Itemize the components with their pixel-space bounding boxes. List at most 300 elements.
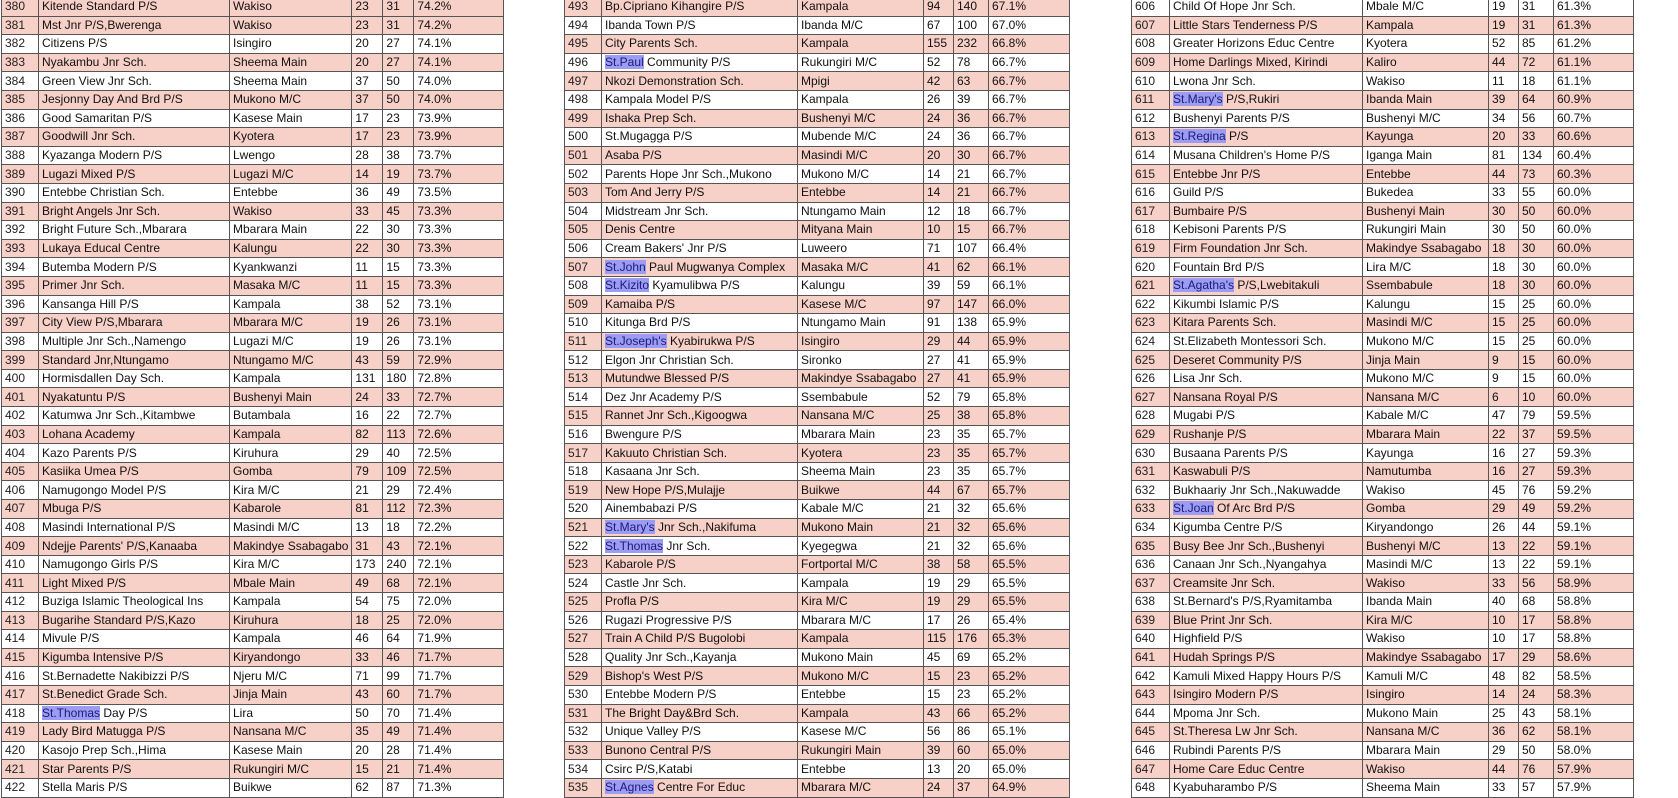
table-row bbox=[2, 276, 504, 295]
district-cell: Ssembabule bbox=[798, 388, 924, 407]
rank-cell: 380 bbox=[2, 0, 39, 16]
count-a-cell: 31 bbox=[352, 537, 383, 556]
table-row bbox=[565, 741, 1070, 760]
percentage-cell: 65.6% bbox=[989, 500, 1070, 519]
school-name-cell: St.Paul Community P/S bbox=[602, 53, 798, 72]
percentage-cell: 66.7% bbox=[989, 90, 1070, 109]
school-name-cell: Lwona Jnr Sch. bbox=[1170, 72, 1363, 91]
school-name-cell: Bright Future Sch.,Mbarara bbox=[39, 221, 230, 240]
district-cell: Iganga Main bbox=[1363, 146, 1489, 165]
count-a-cell: 39 bbox=[924, 276, 954, 295]
percentage-cell: 66.4% bbox=[989, 239, 1070, 258]
count-a-cell: 30 bbox=[1489, 221, 1519, 240]
rank-cell: 506 bbox=[565, 239, 602, 258]
count-b-cell: 56 bbox=[1519, 109, 1554, 128]
table-row bbox=[2, 90, 504, 109]
count-b-cell: 32 bbox=[954, 500, 989, 519]
district-cell: Wakiso bbox=[1363, 630, 1489, 649]
rank-cell: 637 bbox=[1132, 574, 1170, 593]
rank-cell: 507 bbox=[565, 258, 602, 277]
percentage-cell: 65.5% bbox=[989, 555, 1070, 574]
school-name-cell: Green View Jnr Sch. bbox=[39, 72, 230, 91]
results-table-right bbox=[1131, 0, 1634, 798]
count-b-cell: 23 bbox=[383, 128, 414, 147]
count-b-cell: 43 bbox=[383, 537, 414, 556]
count-b-cell: 78 bbox=[954, 53, 989, 72]
count-a-cell: 49 bbox=[352, 574, 383, 593]
district-cell: Ibanda M/C bbox=[798, 16, 924, 35]
table-row bbox=[2, 351, 504, 370]
table-row bbox=[565, 72, 1070, 91]
rank-cell: 643 bbox=[1132, 685, 1170, 704]
district-cell: Entebbe bbox=[798, 685, 924, 704]
school-name-cell: Little Stars Tenderness P/S bbox=[1170, 16, 1363, 35]
table-row bbox=[565, 388, 1070, 407]
percentage-cell: 72.4% bbox=[414, 481, 504, 500]
rank-cell: 647 bbox=[1132, 760, 1170, 779]
rank-cell: 381 bbox=[2, 16, 39, 35]
count-a-cell: 15 bbox=[924, 685, 954, 704]
table-row bbox=[565, 500, 1070, 519]
count-b-cell: 35 bbox=[954, 444, 989, 463]
district-cell: Entebbe bbox=[1363, 165, 1489, 184]
table-row bbox=[1132, 90, 1634, 109]
district-cell: Mbarara Main bbox=[798, 425, 924, 444]
count-a-cell: 17 bbox=[924, 611, 954, 630]
district-cell: Kiruhura bbox=[230, 444, 352, 463]
rank-cell: 626 bbox=[1132, 369, 1170, 388]
rank-cell: 530 bbox=[565, 685, 602, 704]
percentage-cell: 66.1% bbox=[989, 258, 1070, 277]
count-b-cell: 30 bbox=[1519, 258, 1554, 277]
table-row bbox=[1132, 221, 1634, 240]
table-row bbox=[565, 462, 1070, 481]
results-table-middle bbox=[564, 0, 1070, 798]
school-name-cell: Child Of Hope Jnr Sch. bbox=[1170, 0, 1363, 16]
district-cell: Kampala bbox=[230, 593, 352, 612]
count-b-cell: 22 bbox=[1519, 555, 1554, 574]
count-a-cell: 71 bbox=[924, 239, 954, 258]
rank-cell: 419 bbox=[2, 723, 39, 742]
table-row bbox=[1132, 258, 1634, 277]
table-row bbox=[565, 685, 1070, 704]
count-a-cell: 15 bbox=[1489, 332, 1519, 351]
table-row bbox=[2, 685, 504, 704]
school-name-cell: St.Bernard's P/S,Ryamitamba bbox=[1170, 593, 1363, 612]
count-b-cell: 73 bbox=[1519, 165, 1554, 184]
district-cell: Kabale M/C bbox=[1363, 407, 1489, 426]
count-b-cell: 30 bbox=[1519, 276, 1554, 295]
rank-cell: 387 bbox=[2, 128, 39, 147]
count-b-cell: 26 bbox=[383, 332, 414, 351]
percentage-cell: 59.3% bbox=[1554, 462, 1634, 481]
rank-cell: 620 bbox=[1132, 258, 1170, 277]
rank-cell: 528 bbox=[565, 648, 602, 667]
school-name-cell: Kitende Standard P/S bbox=[39, 0, 230, 16]
count-b-cell: 31 bbox=[383, 16, 414, 35]
count-b-cell: 15 bbox=[1519, 351, 1554, 370]
count-b-cell: 50 bbox=[1519, 741, 1554, 760]
district-cell: Rukungiri M/C bbox=[798, 53, 924, 72]
table-row bbox=[1132, 760, 1634, 779]
percentage-cell: 61.1% bbox=[1554, 53, 1634, 72]
school-name-cell: Kamaiba P/S bbox=[602, 295, 798, 314]
rank-cell: 494 bbox=[565, 16, 602, 35]
percentage-cell: 65.2% bbox=[989, 685, 1070, 704]
school-name-cell: Entebbe Christian Sch. bbox=[39, 183, 230, 202]
table-row bbox=[565, 183, 1070, 202]
count-a-cell: 16 bbox=[1489, 462, 1519, 481]
percentage-cell: 73.3% bbox=[414, 258, 504, 277]
count-b-cell: 29 bbox=[954, 593, 989, 612]
rank-cell: 633 bbox=[1132, 500, 1170, 519]
count-a-cell: 54 bbox=[352, 593, 383, 612]
percentage-cell: 66.7% bbox=[989, 128, 1070, 147]
percentage-cell: 58.6% bbox=[1554, 648, 1634, 667]
count-a-cell: 13 bbox=[1489, 555, 1519, 574]
rank-cell: 614 bbox=[1132, 146, 1170, 165]
count-b-cell: 43 bbox=[1519, 704, 1554, 723]
rank-cell: 535 bbox=[565, 778, 602, 797]
count-a-cell: 43 bbox=[924, 704, 954, 723]
district-cell: Masindi M/C bbox=[230, 518, 352, 537]
count-b-cell: 50 bbox=[383, 72, 414, 91]
rank-cell: 632 bbox=[1132, 481, 1170, 500]
table-row bbox=[1132, 667, 1634, 686]
rank-cell: 405 bbox=[2, 462, 39, 481]
table-row bbox=[565, 90, 1070, 109]
count-a-cell: 52 bbox=[924, 53, 954, 72]
school-name-cell: Ibanda Town P/S bbox=[602, 16, 798, 35]
table-row bbox=[1132, 388, 1634, 407]
count-a-cell: 20 bbox=[352, 53, 383, 72]
table-row bbox=[2, 518, 504, 537]
percentage-cell: 65.7% bbox=[989, 462, 1070, 481]
school-name-cell: St.Agnes Centre For Educ bbox=[602, 778, 798, 797]
table-row bbox=[1132, 555, 1634, 574]
count-a-cell: 23 bbox=[352, 0, 383, 16]
count-a-cell: 14 bbox=[924, 165, 954, 184]
school-name-cell: Lady Bird Matugga P/S bbox=[39, 723, 230, 742]
count-b-cell: 22 bbox=[383, 407, 414, 426]
school-name-cell: St.Thomas Jnr Sch. bbox=[602, 537, 798, 556]
school-name-cell: Lukaya Educal Centre bbox=[39, 239, 230, 258]
percentage-cell: 65.0% bbox=[989, 741, 1070, 760]
count-b-cell: 26 bbox=[383, 314, 414, 333]
count-b-cell: 41 bbox=[954, 351, 989, 370]
table-row bbox=[2, 555, 504, 574]
table-row bbox=[1132, 165, 1634, 184]
table-row bbox=[2, 332, 504, 351]
count-b-cell: 58 bbox=[954, 555, 989, 574]
percentage-cell: 60.0% bbox=[1554, 183, 1634, 202]
percentage-cell: 73.7% bbox=[414, 146, 504, 165]
count-a-cell: 23 bbox=[924, 425, 954, 444]
count-a-cell: 16 bbox=[352, 407, 383, 426]
count-b-cell: 25 bbox=[1519, 295, 1554, 314]
count-a-cell: 56 bbox=[924, 723, 954, 742]
district-cell: Lugazi M/C bbox=[230, 165, 352, 184]
rank-cell: 501 bbox=[565, 146, 602, 165]
percentage-cell: 73.1% bbox=[414, 295, 504, 314]
count-b-cell: 18 bbox=[383, 518, 414, 537]
district-cell: Masindi M/C bbox=[1363, 314, 1489, 333]
count-b-cell: 112 bbox=[383, 500, 414, 519]
count-a-cell: 48 bbox=[1489, 667, 1519, 686]
rank-cell: 621 bbox=[1132, 276, 1170, 295]
school-name-cell: Kikumbi Islamic P/S bbox=[1170, 295, 1363, 314]
percentage-cell: 71.3% bbox=[414, 778, 504, 797]
table-row bbox=[2, 109, 504, 128]
percentage-cell: 67.1% bbox=[989, 0, 1070, 16]
count-a-cell: 44 bbox=[1489, 165, 1519, 184]
table-row bbox=[1132, 128, 1634, 147]
school-name-cell: Rushanje P/S bbox=[1170, 425, 1363, 444]
table-row bbox=[2, 221, 504, 240]
rank-cell: 502 bbox=[565, 165, 602, 184]
table-row bbox=[565, 593, 1070, 612]
rank-cell: 521 bbox=[565, 518, 602, 537]
table-row bbox=[1132, 407, 1634, 426]
percentage-cell: 74.0% bbox=[414, 72, 504, 91]
count-a-cell: 62 bbox=[352, 778, 383, 797]
count-a-cell: 15 bbox=[924, 667, 954, 686]
table-row bbox=[565, 574, 1070, 593]
rank-cell: 383 bbox=[2, 53, 39, 72]
district-cell: Mukono M/C bbox=[1363, 369, 1489, 388]
rank-cell: 534 bbox=[565, 760, 602, 779]
district-cell: Mbarara Main bbox=[230, 221, 352, 240]
table-row bbox=[565, 704, 1070, 723]
count-a-cell: 81 bbox=[352, 500, 383, 519]
percentage-cell: 72.9% bbox=[414, 351, 504, 370]
table-row bbox=[2, 314, 504, 333]
school-name-cell: Hormisdallen Day Sch. bbox=[39, 369, 230, 388]
count-a-cell: 52 bbox=[1489, 35, 1519, 54]
percentage-cell: 72.1% bbox=[414, 537, 504, 556]
rank-cell: 527 bbox=[565, 630, 602, 649]
school-name-cell: St.Regina P/S bbox=[1170, 128, 1363, 147]
percentage-cell: 66.8% bbox=[989, 35, 1070, 54]
school-name-cell: City Parents Sch. bbox=[602, 35, 798, 54]
table-row bbox=[2, 35, 504, 54]
percentage-cell: 59.5% bbox=[1554, 407, 1634, 426]
district-cell: Rukungiri Main bbox=[1363, 221, 1489, 240]
saint-name-highlight: St.Paul bbox=[605, 55, 644, 70]
percentage-cell: 59.3% bbox=[1554, 444, 1634, 463]
table-row bbox=[1132, 202, 1634, 221]
count-a-cell: 21 bbox=[924, 537, 954, 556]
count-b-cell: 64 bbox=[383, 630, 414, 649]
rank-cell: 411 bbox=[2, 574, 39, 593]
table-row bbox=[565, 518, 1070, 537]
district-cell: Mukono M/C bbox=[230, 90, 352, 109]
table-row bbox=[2, 704, 504, 723]
count-a-cell: 19 bbox=[352, 314, 383, 333]
count-b-cell: 99 bbox=[383, 667, 414, 686]
district-cell: Kasese M/C bbox=[798, 723, 924, 742]
count-a-cell: 155 bbox=[924, 35, 954, 54]
district-cell: Wakiso bbox=[230, 0, 352, 16]
count-a-cell: 29 bbox=[1489, 500, 1519, 519]
count-b-cell: 55 bbox=[1519, 183, 1554, 202]
saint-name-highlight: St.Kizito bbox=[605, 278, 650, 293]
count-a-cell: 18 bbox=[352, 611, 383, 630]
count-b-cell: 37 bbox=[954, 778, 989, 797]
percentage-cell: 66.1% bbox=[989, 276, 1070, 295]
table-row bbox=[2, 202, 504, 221]
district-cell: Entebbe bbox=[230, 183, 352, 202]
count-a-cell: 21 bbox=[352, 481, 383, 500]
table-row bbox=[565, 276, 1070, 295]
district-cell: Kiruhura bbox=[230, 611, 352, 630]
school-name-cell: St.Mary's Jnr Sch.,Nakifuma bbox=[602, 518, 798, 537]
rank-cell: 531 bbox=[565, 704, 602, 723]
district-cell: Isingiro bbox=[798, 332, 924, 351]
count-a-cell: 15 bbox=[1489, 295, 1519, 314]
district-cell: Kampala bbox=[798, 574, 924, 593]
percentage-cell: 65.0% bbox=[989, 760, 1070, 779]
count-b-cell: 20 bbox=[954, 760, 989, 779]
percentage-cell: 60.9% bbox=[1554, 90, 1634, 109]
count-a-cell: 13 bbox=[1489, 537, 1519, 556]
count-a-cell: 45 bbox=[924, 648, 954, 667]
table-row bbox=[1132, 462, 1634, 481]
district-cell: Kiryandongo bbox=[1363, 518, 1489, 537]
count-a-cell: 26 bbox=[1489, 518, 1519, 537]
count-b-cell: 45 bbox=[383, 202, 414, 221]
rank-cell: 393 bbox=[2, 239, 39, 258]
school-name-cell: Masindi International P/S bbox=[39, 518, 230, 537]
table-row bbox=[2, 407, 504, 426]
table-row bbox=[2, 611, 504, 630]
district-cell: Kabale M/C bbox=[798, 500, 924, 519]
percentage-cell: 61.2% bbox=[1554, 35, 1634, 54]
count-a-cell: 39 bbox=[924, 741, 954, 760]
district-cell: Kyotera bbox=[798, 444, 924, 463]
table-row bbox=[565, 723, 1070, 742]
count-b-cell: 68 bbox=[1519, 593, 1554, 612]
count-a-cell: 43 bbox=[352, 685, 383, 704]
rank-cell: 414 bbox=[2, 630, 39, 649]
count-a-cell: 30 bbox=[1489, 202, 1519, 221]
count-b-cell: 17 bbox=[1519, 611, 1554, 630]
count-b-cell: 72 bbox=[1519, 53, 1554, 72]
count-a-cell: 71 bbox=[352, 667, 383, 686]
district-cell: Kasese M/C bbox=[798, 295, 924, 314]
count-a-cell: 11 bbox=[352, 276, 383, 295]
count-b-cell: 176 bbox=[954, 630, 989, 649]
percentage-cell: 67.0% bbox=[989, 16, 1070, 35]
count-a-cell: 15 bbox=[352, 760, 383, 779]
table-row bbox=[565, 778, 1070, 797]
count-b-cell: 64 bbox=[1519, 90, 1554, 109]
count-b-cell: 18 bbox=[1519, 72, 1554, 91]
rank-cell: 648 bbox=[1132, 778, 1170, 797]
count-b-cell: 21 bbox=[954, 165, 989, 184]
count-b-cell: 79 bbox=[954, 388, 989, 407]
count-b-cell: 140 bbox=[954, 0, 989, 16]
rank-cell: 624 bbox=[1132, 332, 1170, 351]
percentage-cell: 73.3% bbox=[414, 202, 504, 221]
table-row bbox=[1132, 537, 1634, 556]
school-name-cell: Busy Bee Jnr Sch.,Bushenyi bbox=[1170, 537, 1363, 556]
school-name-cell: Kaswabuli P/S bbox=[1170, 462, 1363, 481]
percentage-cell: 66.7% bbox=[989, 221, 1070, 240]
count-b-cell: 36 bbox=[954, 128, 989, 147]
count-b-cell: 37 bbox=[1519, 425, 1554, 444]
rank-cell: 526 bbox=[565, 611, 602, 630]
percentage-cell: 57.9% bbox=[1554, 778, 1634, 797]
count-b-cell: 31 bbox=[383, 0, 414, 16]
percentage-cell: 58.1% bbox=[1554, 723, 1634, 742]
table-row bbox=[1132, 369, 1634, 388]
count-a-cell: 40 bbox=[1489, 593, 1519, 612]
count-a-cell: 29 bbox=[352, 444, 383, 463]
school-name-cell: Kebisoni Parents P/S bbox=[1170, 221, 1363, 240]
table-row bbox=[565, 146, 1070, 165]
table-row bbox=[565, 332, 1070, 351]
table-row bbox=[2, 72, 504, 91]
rank-cell: 408 bbox=[2, 518, 39, 537]
school-name-cell: Mugabi P/S bbox=[1170, 407, 1363, 426]
table-row bbox=[565, 35, 1070, 54]
saint-name-highlight: St.Joseph's bbox=[605, 333, 667, 348]
percentage-cell: 72.8% bbox=[414, 369, 504, 388]
table-row bbox=[1132, 109, 1634, 128]
table-row bbox=[565, 221, 1070, 240]
count-b-cell: 32 bbox=[954, 518, 989, 537]
count-a-cell: 17 bbox=[352, 128, 383, 147]
count-a-cell: 29 bbox=[924, 332, 954, 351]
rank-cell: 496 bbox=[565, 53, 602, 72]
saint-name-highlight: St.Regina bbox=[1173, 129, 1226, 144]
rank-cell: 625 bbox=[1132, 351, 1170, 370]
count-a-cell: 36 bbox=[1489, 723, 1519, 742]
count-b-cell: 57 bbox=[1519, 778, 1554, 797]
school-name-cell: St.Theresa Lw Jnr Sch. bbox=[1170, 723, 1363, 742]
rank-cell: 395 bbox=[2, 276, 39, 295]
percentage-cell: 65.2% bbox=[989, 667, 1070, 686]
school-name-cell: Bwengure P/S bbox=[602, 425, 798, 444]
school-name-cell: Ndejje Parents' P/S,Kanaaba bbox=[39, 537, 230, 556]
district-cell: Mukono Main bbox=[798, 648, 924, 667]
school-name-cell: St.Joan Of Arc Brd P/S bbox=[1170, 500, 1363, 519]
rank-cell: 617 bbox=[1132, 202, 1170, 221]
count-a-cell: 14 bbox=[1489, 685, 1519, 704]
percentage-cell: 66.7% bbox=[989, 146, 1070, 165]
percentage-cell: 72.5% bbox=[414, 462, 504, 481]
saint-name-highlight: St.Agatha's bbox=[1173, 278, 1234, 293]
table-row bbox=[1132, 0, 1634, 16]
count-a-cell: 21 bbox=[924, 518, 954, 537]
percentage-cell: 60.0% bbox=[1554, 388, 1634, 407]
school-name-cell: Deseret Community P/S bbox=[1170, 351, 1363, 370]
percentage-cell: 58.5% bbox=[1554, 667, 1634, 686]
district-cell: Lira bbox=[230, 704, 352, 723]
count-b-cell: 29 bbox=[383, 481, 414, 500]
count-b-cell: 50 bbox=[1519, 221, 1554, 240]
table-row bbox=[1132, 444, 1634, 463]
percentage-cell: 66.7% bbox=[989, 202, 1070, 221]
rank-cell: 418 bbox=[2, 704, 39, 723]
school-name-cell: Kigumba Intensive P/S bbox=[39, 648, 230, 667]
school-name-cell: Asaba P/S bbox=[602, 146, 798, 165]
district-cell: Sheema Main bbox=[1363, 778, 1489, 797]
district-cell: Butambala bbox=[230, 407, 352, 426]
count-b-cell: 15 bbox=[1519, 369, 1554, 388]
percentage-cell: 66.7% bbox=[989, 183, 1070, 202]
